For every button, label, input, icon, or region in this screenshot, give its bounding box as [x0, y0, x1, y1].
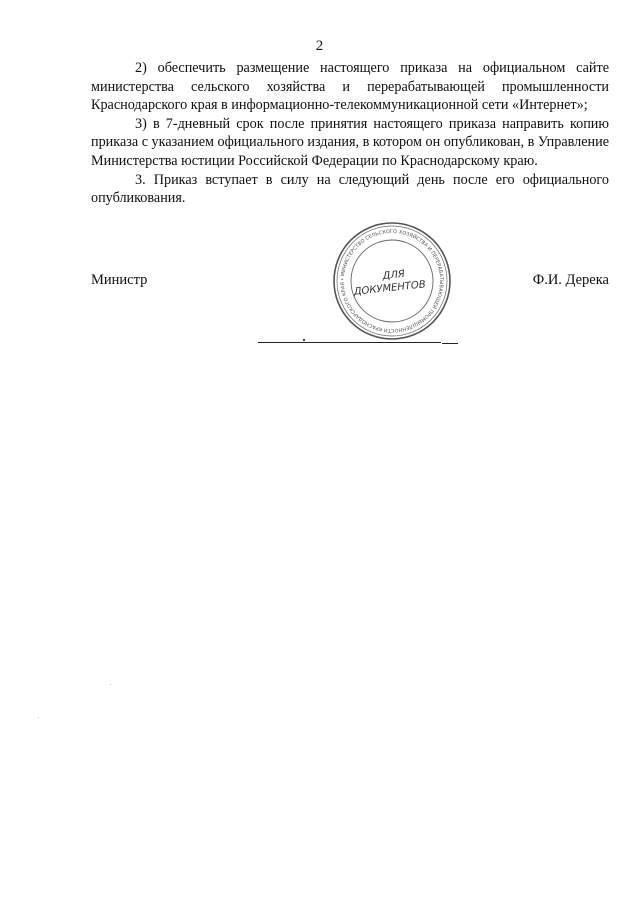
scan-speck — [38, 717, 39, 718]
stamp-ring-text: • МИНИСТЕРСТВО СЕЛЬСКОГО ХОЗЯЙСТВА И ПЕРЕРАБАТЫВАЮЩЕЙ ПРОМЫШЛЕННОСТИ КРАСНОДАРСКОГО КРАЯ — [339, 228, 445, 334]
paragraph-item-2: 2) обеспечить размещение настоящего приказа на официальном сайте министерства сельского хозяйства и перерабатывающей промышленности Краснодарского края в информационно-телекоммуникационной сети «Интернет»; — [91, 60, 609, 114]
paragraph-clause-3: 3. Приказ вступает в силу на следующий день после его официального опубликования. — [91, 171, 609, 207]
page-number: 2 — [315, 38, 324, 54]
signatory-name: Ф.И. Дерека — [532, 272, 609, 288]
signature-underline — [258, 342, 441, 343]
stamp-center-line-1: ДЛЯ — [382, 268, 406, 283]
paragraph-item-3: 3) в 7-дневный срок после принятия настоящего приказа направить копию приказа с указанием официального издания, в котором он опубликован, в Управление Министерства юстиции Российской Федерации по Краснодарскому краю. — [91, 115, 610, 169]
scan-speck — [110, 684, 111, 685]
signatory-position: Министр — [91, 272, 148, 288]
stamp-center-line-2: ДОКУМЕНТОВ — [353, 279, 427, 298]
signature-underline-tail — [442, 343, 458, 344]
scan-speck — [303, 339, 305, 341]
document-body — [91, 59, 609, 208]
official-seal-stamp — [331, 220, 453, 342]
